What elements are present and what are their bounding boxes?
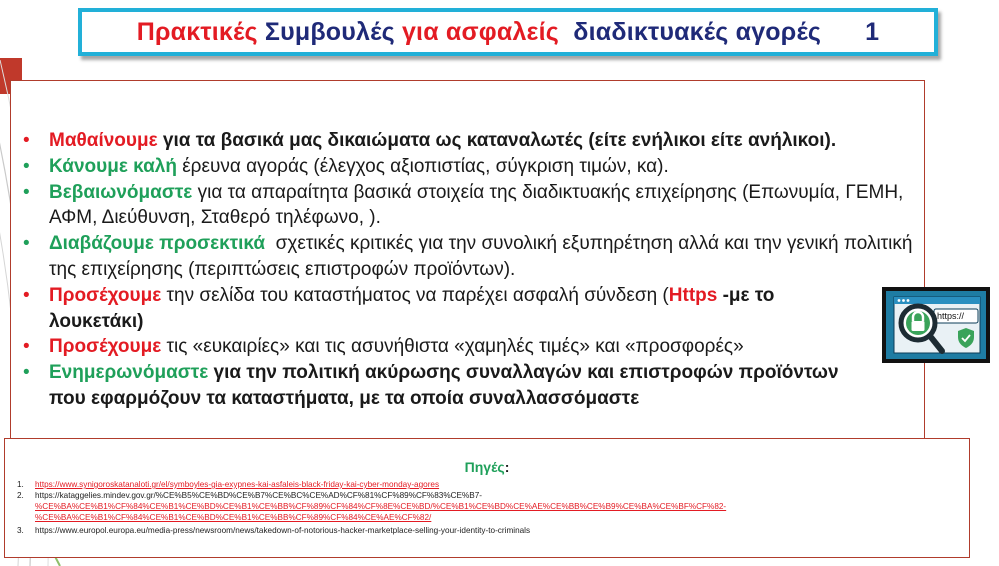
sources-panel [4,438,970,558]
list-item [21,283,869,335]
tips-panel [10,80,925,440]
list-item [21,360,839,412]
title-part-3: για ασφαλείς [401,17,559,46]
page-title [78,8,938,56]
tip-highlight: Βεβαιωνόμαστε [49,181,193,203]
title-part-2: Συμβουλές [264,17,395,46]
list-item [21,334,926,360]
list-item [21,128,926,154]
source-link[interactable]: https://kataggelies.mindev.gov.gr/%CE%B5%CE%BD%CE%B7%CE%BC%CE%AD%CF%81%CF%89%CF%83%CE%B7- [35,491,482,500]
bullet-marker: • [23,233,30,255]
bullet-marker: • [23,130,30,151]
list-item [21,154,926,180]
tip-text: σχετικές κριτικές για την συνολική εξυπηρέτηση αλλά και την γενική πολιτική της επιχείρησης (περιπτώσεις επιστροφών προϊόντων). [49,233,918,280]
tip-highlight: Κάνουμε καλή [49,155,177,177]
https-lock-icon [882,287,990,363]
list-item: 1. https://www.synigoroskatanaloti.gr/el/symboyles-gia-exypnes-kai-asfaleis-black-friday-kai-cyber-monday-agores [17,480,440,489]
title-part-1: Πρακτικές [136,17,258,46]
tip-text-suffix: -με το λουκετάκι) [49,284,775,332]
https-label: https:// [937,311,965,321]
source-link[interactable]: %CE%BA%CE%B1%CF%84%CE%B1%CE%BD%CE%B1%CE%BB%CF%89%CF%84%CE%AE%CF%82/ [35,513,432,522]
tip-text: τις «ευκαιρίες» και τις ασυνήθιστα «χαμηλές τιμές» και «προσφορές» [161,336,744,358]
tip-text: για τα βασικά μας δικαιώματα ως καταναλωτές (είτε ενήλικοι είτε ανήλικοι). [157,130,837,151]
bullet-marker: • [23,336,30,358]
bullet-marker: • [23,284,30,306]
tip-highlight: Διαβάζουμε προσεκτικά [49,233,266,255]
tip-text: την σελίδα του καταστήματος να παρέχει ασφαλή σύνδεση ( [161,284,669,306]
bullet-marker: • [23,362,30,384]
sources-heading: Πηγές: [464,459,510,475]
tip-text: για την πολιτική ακύρωσης συναλλαγών και επιστροφών προϊόντων που εφαρμόζουν τα καταστήματα, με τα οποία συναλλασσόμαστε [49,362,839,409]
tip-text: για τα απαραίτητα βασικά στοιχεία της διαδικτυακής επιχείρησης (Επωνυμία, ΓΕΜΗ, ΑΦΜ, Διεύθυνση, Σταθερό τηλέφωνο, ). [49,181,904,229]
source-link[interactable]: https://www.synigoroskatanaloti.gr/el/symboyles-gia-exypnes-kai-asfaleis-black-friday-kai-cyber-monday-agores [35,480,440,489]
tip-text: έρευνα αγοράς (έλεγχος αξιοπιστίας, σύγκριση τιμών, κα). [176,155,669,177]
slide-number: 1 [865,17,880,46]
tip-highlight: Μαθαίνουμε [49,130,158,151]
source-link[interactable]: %CE%BA%CE%B1%CF%84%CE%B1%CE%BD%CE%B1%CE%BB%CF%89%CF%84%CF%8E%CE%BD/%CE%B1%CE%BD%CE%AE%CE%BB%CE%B9%CE%BA%CE%BF%CF%82- [35,502,727,511]
source-link[interactable]: https://www.europol.europa.eu/media-press/newsroom/news/takedown-of-notorious-hacker-marketplace-selling-your-identity-to-criminals [35,526,531,535]
bullet-marker: • [23,155,30,177]
tip-highlight: Ενημερωνόμαστε [49,362,209,384]
list-item: 2. https://kataggelies.mindev.gov.gr/%CE%B5%CE%BD%CE%B7%CE%BC%CE%AD%CF%81%CF%89%CF%83%CE%B7- %CE%BA%CE%B1%CF%84%CE%B1%CE%BD%CE%B1%CE%BB%CF%89%CF%84%CF%8E%CE%BD/%CE%B1%CE%BD%CE%AE%CE%BB%CE%B9%CE%BA%CE%BF%CF%82- %CE%BA%CE%B1%CF%84%CE%B1%CE%BD%CE%B1%CE%BB%CF%89%CF%84%CE%AE%CF%82/ [17,491,727,522]
https-highlight: Https [668,284,718,306]
sources-list [17,479,957,536]
tips-list [21,128,926,412]
title-part-4: διαδικτυακές αγορές [573,17,822,46]
bullet-marker: • [23,181,30,203]
list-item: 3. https://www.europol.europa.eu/media-press/newsroom/news/takedown-of-notorious-hacker-marketplace-selling-your-identity-to-criminals [17,526,531,535]
tip-highlight: Προσέχουμε [49,284,162,306]
list-item [21,180,926,232]
tip-highlight: Προσέχουμε [49,336,162,358]
list-item [21,231,926,283]
